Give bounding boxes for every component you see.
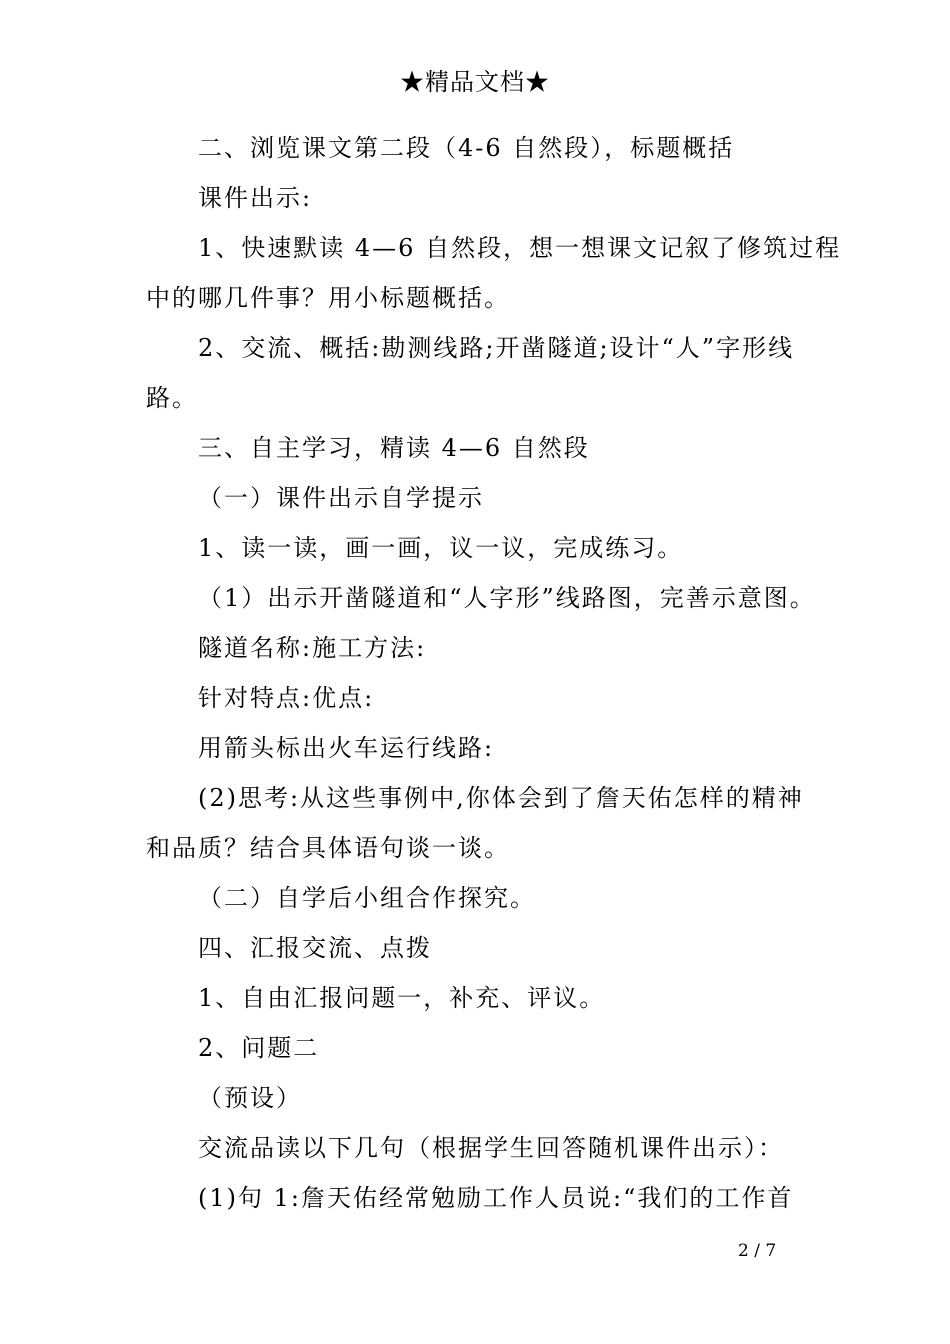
paragraph-line: 针对特点:优点:: [198, 684, 375, 712]
paragraph-line: 1、读一读，画一画，议一议，完成练习。: [198, 534, 684, 562]
page-header: ★精品文档★: [400, 68, 550, 96]
heading-section-4: 四、汇报交流、点拨: [198, 934, 432, 962]
paragraph-line: (2)思考:从这些事例中,你体会到了詹天佑怎样的精神: [198, 784, 804, 812]
paragraph-line: 路。: [146, 384, 198, 412]
paragraph-line: 1、快速默读 4—6 自然段，想一想课文记叙了修筑过程: [198, 234, 842, 262]
paragraph-line: 2、问题二: [198, 1034, 320, 1062]
paragraph-line: (1)句 1:詹天佑经常勉励工作人员说:“我们的工作首: [198, 1184, 794, 1212]
page-number: 2 / 7: [738, 1241, 777, 1261]
paragraph-line: 课件出示:: [198, 184, 313, 212]
heading-section-3: 三、自主学习，精读 4—6 自然段: [198, 434, 590, 462]
heading-section-2: 二、浏览课文第二段（4-6 自然段），标题概括: [198, 134, 735, 162]
paragraph-line: 1、自由汇报问题一，补充、评议。: [198, 984, 606, 1012]
paragraph-line: 用箭头标出火车运行线路:: [198, 734, 495, 762]
paragraph-line: 交流品读以下几句（根据学生回答随机课件出示）：: [198, 1134, 784, 1162]
paragraph-line: 2、交流、概括:勘测线路;开凿隧道;设计“人”字形线: [198, 334, 795, 362]
paragraph-line: （1）出示开凿隧道和“人字形”线路图，完善示意图。: [198, 584, 816, 612]
paragraph-line: 和品质？结合具体语句谈一谈。: [146, 834, 510, 862]
subheading: （二）自学后小组合作探究。: [198, 884, 536, 912]
paragraph-line: 隧道名称:施工方法:: [198, 634, 427, 662]
paragraph-line: 中的哪几件事？用小标题概括。: [146, 284, 510, 312]
paragraph-line: （预设）: [198, 1084, 302, 1112]
subheading: （一）课件出示自学提示: [198, 484, 484, 512]
